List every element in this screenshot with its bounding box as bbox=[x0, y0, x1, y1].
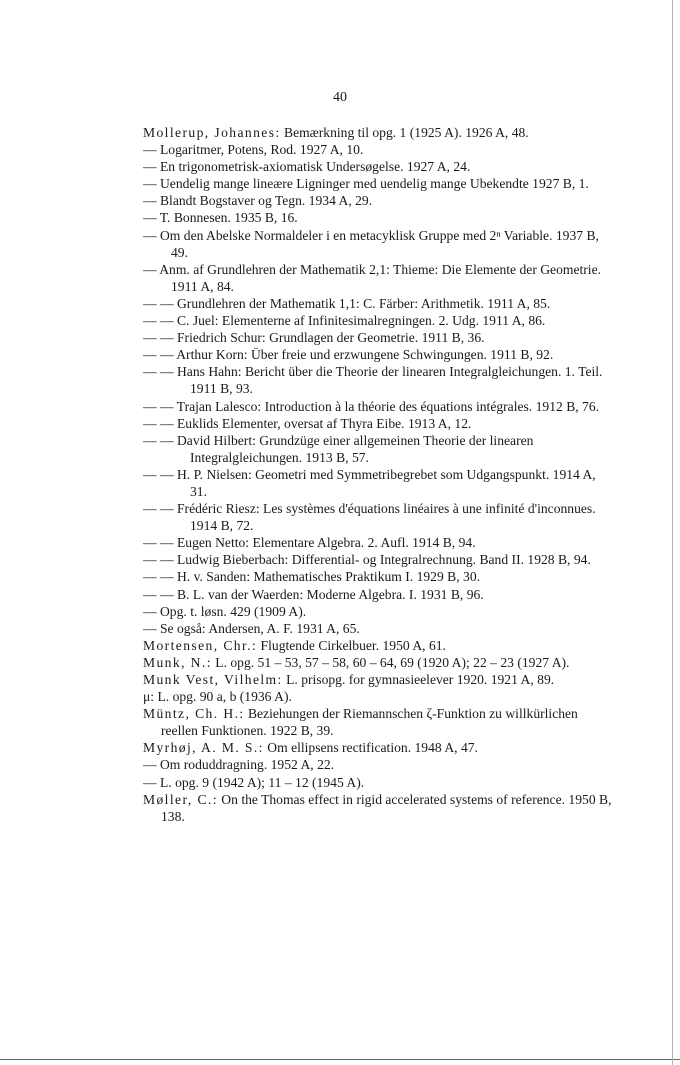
index-entry bbox=[143, 175, 613, 192]
index-entry bbox=[143, 739, 613, 756]
bottom-rule bbox=[0, 1059, 680, 1060]
index-entry bbox=[143, 124, 613, 141]
entry-text: L. prisopg. for gymnasieelever 1920. 1921 A, 89. bbox=[282, 672, 555, 687]
entry-text: — — Friedrich Schur: Grundlagen der Geometrie. 1911 B, 36. bbox=[143, 330, 485, 346]
entry-text: — — David Hilbert: Grundzüge einer allgemeinen Theorie der linearen Integralgleichungen. 1913 B, 57. bbox=[143, 432, 534, 465]
entry-text: — Om roduddragning. 1952 A, 22. bbox=[143, 757, 335, 773]
entry-text: Beziehungen der Riemannschen ζ-Funktion zu willkürlichen reellen Funktionen. 1922 B, 39. bbox=[161, 706, 578, 739]
index-entry bbox=[143, 568, 613, 585]
entry-text: — Anm. af Grundlehren der Mathematik 2,1: Thieme: Die Elemente der Geometrie. 1911 A, 84. bbox=[143, 261, 602, 294]
index-entry bbox=[143, 791, 613, 825]
entry-text: Bemærkning til opg. 1 (1925 A). 1926 A, 48. bbox=[280, 125, 529, 140]
index-entry bbox=[143, 637, 613, 654]
entry-text: — — C. Juel: Elementerne af Infinitesimalregningen. 2. Udg. 1911 A, 86. bbox=[143, 313, 546, 329]
entry-text: μ: L. opg. 90 a, b (1936 A). bbox=[143, 689, 292, 705]
entry-author: Mortensen, Chr.: bbox=[143, 637, 258, 653]
index-entry bbox=[143, 432, 613, 466]
index-entries bbox=[143, 124, 613, 825]
entry-author: Munk, N.: bbox=[143, 654, 212, 670]
entry-text: — Se også: Andersen, A. F. 1931 A, 65. bbox=[143, 620, 360, 636]
entry-text: — — Frédéric Riesz: Les systèmes d'équations linéaires à une infinité d'inconnues. 1914 B, 72. bbox=[143, 501, 596, 534]
entry-text: Flugtende Cirkelbuer. 1950 A, 61. bbox=[257, 637, 446, 653]
entry-text: — — Arthur Korn: Über freie und erzwungene Schwingungen. 1911 B, 92. bbox=[143, 347, 554, 363]
entry-author: Mollerup, Johannes: bbox=[143, 125, 281, 140]
page-number: 40 bbox=[333, 90, 347, 105]
index-entry bbox=[143, 705, 613, 739]
entry-author: Myrhøj, A. M. S.: bbox=[143, 740, 264, 756]
index-entry bbox=[143, 346, 613, 363]
index-entry bbox=[143, 551, 613, 568]
index-entry bbox=[143, 312, 613, 329]
index-entry bbox=[143, 209, 613, 226]
entry-text: — Om den Abelske Normaldeler i en metacyklisk Gruppe med 2ⁿ Variable. 1937 B, 49. bbox=[143, 227, 599, 260]
entry-text: — Logaritmer, Potens, Rod. 1927 A, 10. bbox=[143, 142, 364, 158]
index-entry bbox=[143, 603, 613, 620]
index-entry bbox=[143, 295, 613, 312]
index-entry bbox=[143, 466, 613, 500]
entry-text: — — Hans Hahn: Bericht über die Theorie der linearen Integralgleichungen. 1. Teil. 1911 B, 93. bbox=[143, 364, 603, 397]
index-entry bbox=[143, 158, 613, 175]
entry-author: Munk Vest, Vilhelm: bbox=[143, 672, 283, 687]
index-entry bbox=[143, 586, 613, 603]
entry-text: — — H. v. Sanden: Mathematisches Praktikum I. 1929 B, 30. bbox=[143, 569, 481, 585]
entry-text: — Uendelig mange lineære Ligninger med uendelig mange Ubekendte 1927 B, 1. bbox=[143, 176, 589, 192]
index-entry bbox=[143, 688, 613, 705]
index-entry bbox=[143, 654, 613, 671]
index-entry bbox=[143, 329, 613, 346]
index-entry bbox=[143, 398, 613, 415]
entry-text: — — Trajan Lalesco: Introduction à la théorie des équations intégrales. 1912 B, 76. bbox=[143, 398, 600, 414]
index-entry bbox=[143, 192, 613, 209]
page-edge-rule bbox=[672, 0, 673, 1065]
entry-text: — En trigonometrisk-axiomatisk Undersøgelse. 1927 A, 24. bbox=[143, 159, 471, 175]
entry-text: On the Thomas effect in rigid accelerated systems of reference. 1950 B, 138. bbox=[161, 791, 612, 824]
entry-text: — — H. P. Nielsen: Geometri med Symmetribegrebet som Udgangspunkt. 1914 A, 31. bbox=[143, 466, 596, 499]
entry-text: — Opg. t. løsn. 429 (1909 A). bbox=[143, 603, 307, 619]
entry-text: — — Ludwig Bieberbach: Differential- og Integralrechnung. Band II. 1928 B, 94. bbox=[143, 552, 591, 568]
index-entry bbox=[143, 261, 613, 295]
index-entry bbox=[143, 500, 613, 534]
index-entry bbox=[143, 227, 613, 261]
entry-text: — T. Bonnesen. 1935 B, 16. bbox=[143, 210, 298, 226]
entry-text: L. opg. 51 – 53, 57 – 58, 60 – 64, 69 (1920 A); 22 – 23 (1927 A). bbox=[211, 654, 570, 670]
index-entry bbox=[143, 756, 613, 773]
index-entry bbox=[143, 141, 613, 158]
entry-text: — — Euklids Elementer, oversat af Thyra Eibe. 1913 A, 12. bbox=[143, 415, 472, 431]
entry-text: Om ellipsens rectification. 1948 A, 47. bbox=[263, 740, 478, 756]
entry-author: Møller, C.: bbox=[143, 791, 218, 807]
index-entry bbox=[143, 620, 613, 637]
entry-text: — L. opg. 9 (1942 A); 11 – 12 (1945 A). bbox=[143, 774, 365, 790]
entry-text: — Blandt Bogstaver og Tegn. 1934 A, 29. bbox=[143, 193, 373, 209]
index-entry bbox=[143, 774, 613, 791]
entry-author: Müntz, Ch. H.: bbox=[143, 706, 245, 722]
index-entry bbox=[143, 671, 613, 688]
index-entry bbox=[143, 363, 613, 397]
entry-text: — — Grundlehren der Mathematik 1,1: C. Färber: Arithmetik. 1911 A, 85. bbox=[143, 295, 551, 311]
entry-text: — — B. L. van der Waerden: Moderne Algebra. I. 1931 B, 96. bbox=[143, 586, 484, 602]
index-entry bbox=[143, 415, 613, 432]
index-entry bbox=[143, 534, 613, 551]
entry-text: — — Eugen Netto: Elementare Algebra. 2. Aufl. 1914 B, 94. bbox=[143, 535, 476, 551]
